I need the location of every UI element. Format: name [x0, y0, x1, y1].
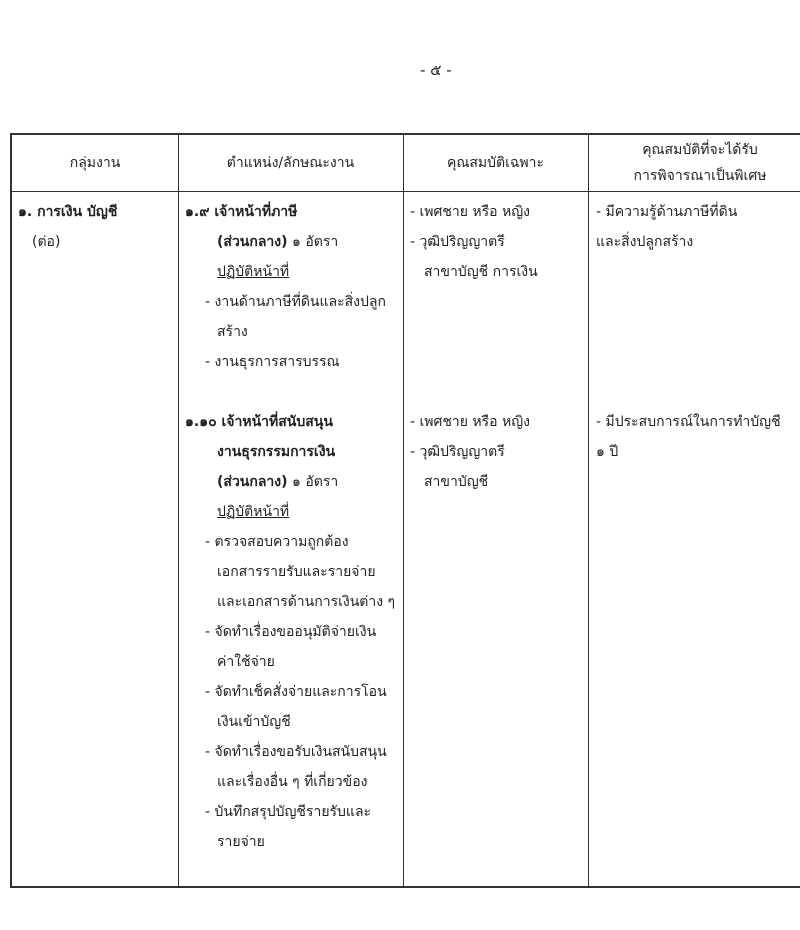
duty-item: - จัดทำเช็คสั่งจ่ายและการโอน — [205, 684, 387, 700]
header-divider — [12, 191, 800, 192]
qualification-table — [10, 133, 800, 888]
position-title: ๑.๙ เจ้าหน้าที่ภาษี — [185, 204, 298, 220]
duty-item: - งานธุรการสารบรรณ — [205, 354, 340, 370]
column-divider — [178, 135, 179, 886]
header-special-line2: การพิจารณาเป็นพิเศษ — [633, 168, 767, 184]
duty-item: ค่าใช้จ่าย — [217, 654, 275, 670]
qualification-item: สาขาบัญชี — [424, 474, 489, 490]
position-rate: ๑ อัตรา — [291, 474, 339, 490]
header-position: ตำแหน่ง/ลักษณะงาน — [226, 155, 355, 171]
duty-item: เงินเข้าบัญชี — [217, 714, 291, 730]
duty-label: ปฏิบัติหน้าที่ — [217, 264, 290, 280]
duty-item: - จัดทำเรื่องขออนุมัติจ่ายเงิน — [205, 624, 377, 640]
page-number: - ๕ - — [420, 61, 452, 79]
group-name: ๑. การเงิน บัญชี — [18, 204, 118, 220]
special-cell — [596, 197, 781, 467]
qualifications-cell — [410, 197, 538, 497]
duty-label: ปฏิบัติหน้าที่ — [217, 504, 290, 520]
position-rate: ๑ อัตรา — [291, 234, 339, 250]
group-cell — [18, 197, 117, 257]
position-cell — [185, 197, 395, 857]
duty-item: สร้าง — [217, 324, 248, 340]
special-item: และสิ่งปลูกสร้าง — [596, 234, 694, 250]
column-divider — [403, 135, 404, 886]
qualification-item: - วุฒิปริญญาตรี — [410, 444, 505, 460]
duty-item: และเรื่องอื่น ๆ ที่เกี่ยวข้อง — [217, 774, 368, 790]
qualification-item: - เพศชาย หรือ หญิง — [410, 204, 531, 220]
group-cont: (ต่อ) — [32, 234, 61, 250]
position-unit: (ส่วนกลาง) — [217, 474, 288, 490]
special-item: - มีความรู้ด้านภาษีที่ดิน — [596, 204, 738, 220]
column-divider — [588, 135, 589, 886]
duty-item: และเอกสารด้านการเงินต่าง ๆ — [217, 594, 396, 610]
header-qualifications: คุณสมบัติเฉพาะ — [446, 155, 545, 171]
position-unit: (ส่วนกลาง) — [217, 234, 288, 250]
header-special — [588, 135, 800, 191]
header-group: กลุ่มงาน — [69, 155, 121, 171]
qualification-item: สาขาบัญชี การเงิน — [424, 264, 538, 280]
duty-item: เอกสารรายรับและรายจ่าย — [217, 564, 376, 580]
position-title: ๑.๑๐ เจ้าหน้าที่สนับสนุน — [185, 414, 333, 430]
duty-item: รายจ่าย — [217, 834, 265, 850]
duty-item: - จัดทำเรื่องขอรับเงินสนับสนุน — [205, 744, 387, 760]
qualification-item: - เพศชาย หรือ หญิง — [410, 414, 531, 430]
header-special-line1: คุณสมบัติที่จะได้รับ — [642, 142, 758, 158]
duty-item: - งานด้านภาษีที่ดินและสิ่งปลูก — [205, 294, 386, 310]
duty-item: - ตรวจสอบความถูกต้อง — [205, 534, 349, 550]
position-title-2: งานธุรกรรมการเงิน — [217, 444, 336, 460]
special-item: ๑ ปี — [596, 444, 619, 460]
qualification-item: - วุฒิปริญญาตรี — [410, 234, 505, 250]
duty-item: - บันทึกสรุปบัญชีรายรับและ — [205, 804, 372, 820]
special-item: - มีประสบการณ์ในการทำบัญชี — [596, 414, 781, 430]
